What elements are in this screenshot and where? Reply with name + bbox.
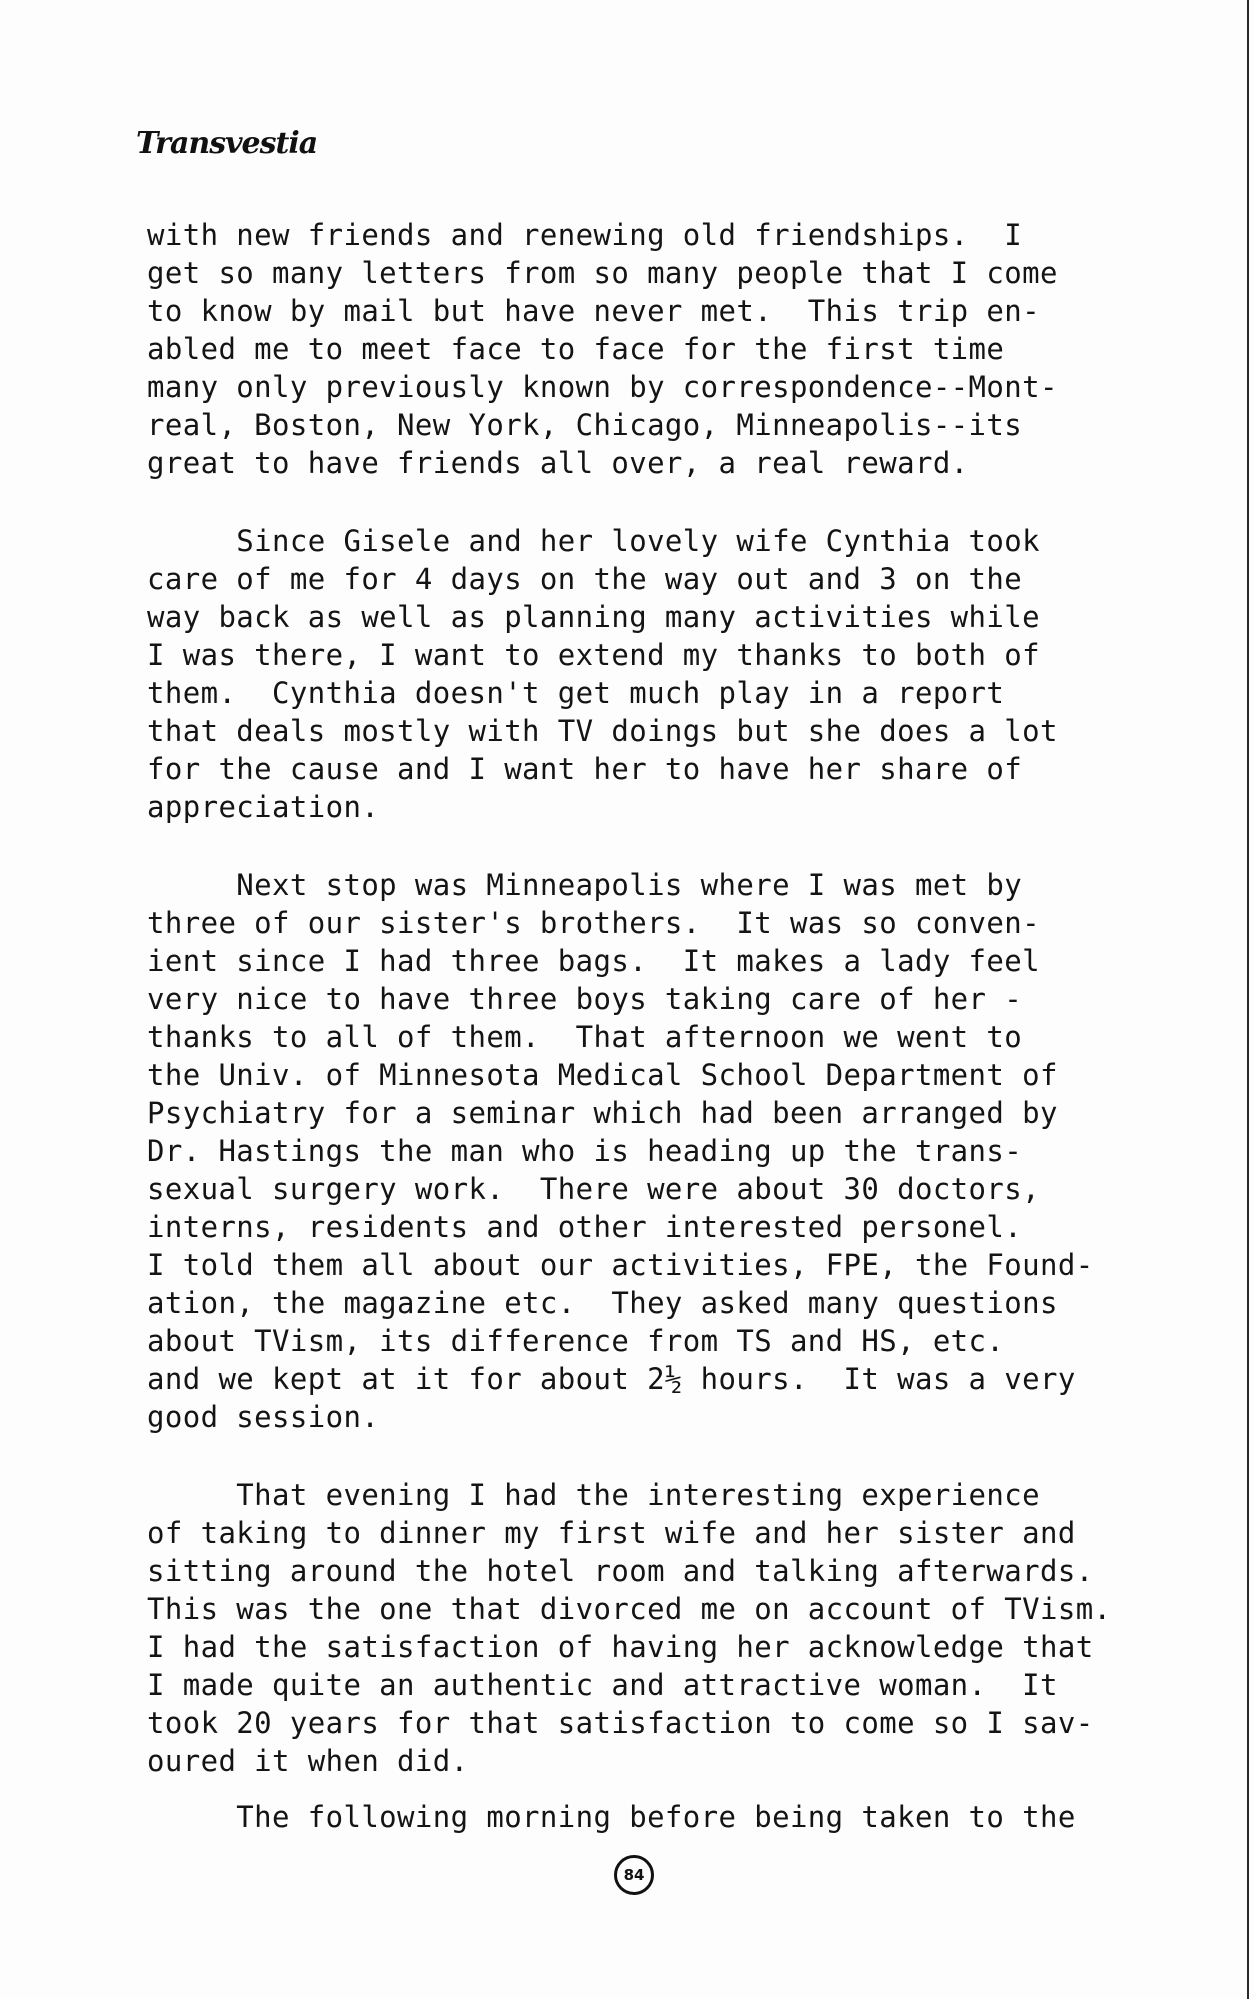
- running-head: Transvestia: [136, 126, 318, 161]
- text-line: many only previously known by correspondence--Mont-: [147, 370, 1058, 404]
- text-line: real, Boston, New York, Chicago, Minneapolis--its: [147, 408, 1023, 442]
- text-line: oured it when did.: [147, 1744, 469, 1778]
- text-line: appreciation.: [147, 790, 380, 824]
- text-line: sitting around the hotel room and talking afterwards.: [147, 1554, 1094, 1588]
- text-line: Dr. Hastings the man who is heading up the trans-: [147, 1134, 1023, 1168]
- text-line: The following morning before being taken to the: [147, 1800, 1076, 1834]
- body-text: [147, 216, 1227, 1836]
- text-line: care of me for 4 days on the way out and 3 on the: [147, 562, 1023, 596]
- text-line: ation, the magazine etc. They asked many questions: [147, 1286, 1058, 1320]
- text-line: This was the one that divorced me on account of TVism.: [147, 1592, 1112, 1626]
- page-edge-line: [1247, 0, 1249, 1999]
- text-line: for the cause and I want her to have her share of: [147, 752, 1023, 786]
- text-line: the Univ. of Minnesota Medical School Department of: [147, 1058, 1058, 1092]
- text-line: that deals mostly with TV doings but she does a lot: [147, 714, 1058, 748]
- text-line: I had the satisfaction of having her acknowledge that: [147, 1630, 1094, 1664]
- text-line: three of our sister's brothers. It was so conven-: [147, 906, 1040, 940]
- text-line: and we kept at it for about 2½ hours. It was a very: [147, 1362, 1076, 1396]
- text-line: I told them all about our activities, FPE, the Found-: [147, 1248, 1094, 1282]
- text-line: thanks to all of them. That afternoon we went to: [147, 1020, 1023, 1054]
- text-line: took 20 years for that satisfaction to come so I sav-: [147, 1706, 1094, 1740]
- page-number: 84: [614, 1855, 654, 1895]
- text-line: very nice to have three boys taking care of her -: [147, 982, 1023, 1016]
- text-line: abled me to meet face to face for the first time: [147, 332, 1005, 366]
- text-line: I was there, I want to extend my thanks to both of: [147, 638, 1040, 672]
- text-line: about TVism, its difference from TS and HS, etc.: [147, 1324, 1005, 1358]
- text-line: to know by mail but have never met. This trip en-: [147, 294, 1040, 328]
- text-line: sexual surgery work. There were about 30 doctors,: [147, 1172, 1040, 1206]
- paragraph-1: [147, 216, 1227, 482]
- text-line: Next stop was Minneapolis where I was met by: [147, 868, 1023, 902]
- text-line: great to have friends all over, a real reward.: [147, 446, 969, 480]
- text-line: ient since I had three bags. It makes a lady feel: [147, 944, 1040, 978]
- text-line: good session.: [147, 1400, 380, 1434]
- text-line: of taking to dinner my first wife and her sister and: [147, 1516, 1076, 1550]
- text-line: way back as well as planning many activities while: [147, 600, 1040, 634]
- text-line: I made quite an authentic and attractive woman. It: [147, 1668, 1058, 1702]
- text-line: Since Gisele and her lovely wife Cynthia took: [147, 524, 1040, 558]
- text-line: That evening I had the interesting experience: [147, 1478, 1040, 1512]
- text-line: get so many letters from so many people that I come: [147, 256, 1058, 290]
- paragraph-5: [147, 1798, 1227, 1836]
- text-line: Psychiatry for a seminar which had been arranged by: [147, 1096, 1058, 1130]
- text-line: with new friends and renewing old friendships. I: [147, 218, 1023, 252]
- text-line: them. Cynthia doesn't get much play in a report: [147, 676, 1005, 710]
- paragraph-4: [147, 1476, 1227, 1780]
- text-line: interns, residents and other interested personel.: [147, 1210, 1023, 1244]
- paragraph-2: [147, 522, 1227, 826]
- paragraph-3: [147, 866, 1227, 1436]
